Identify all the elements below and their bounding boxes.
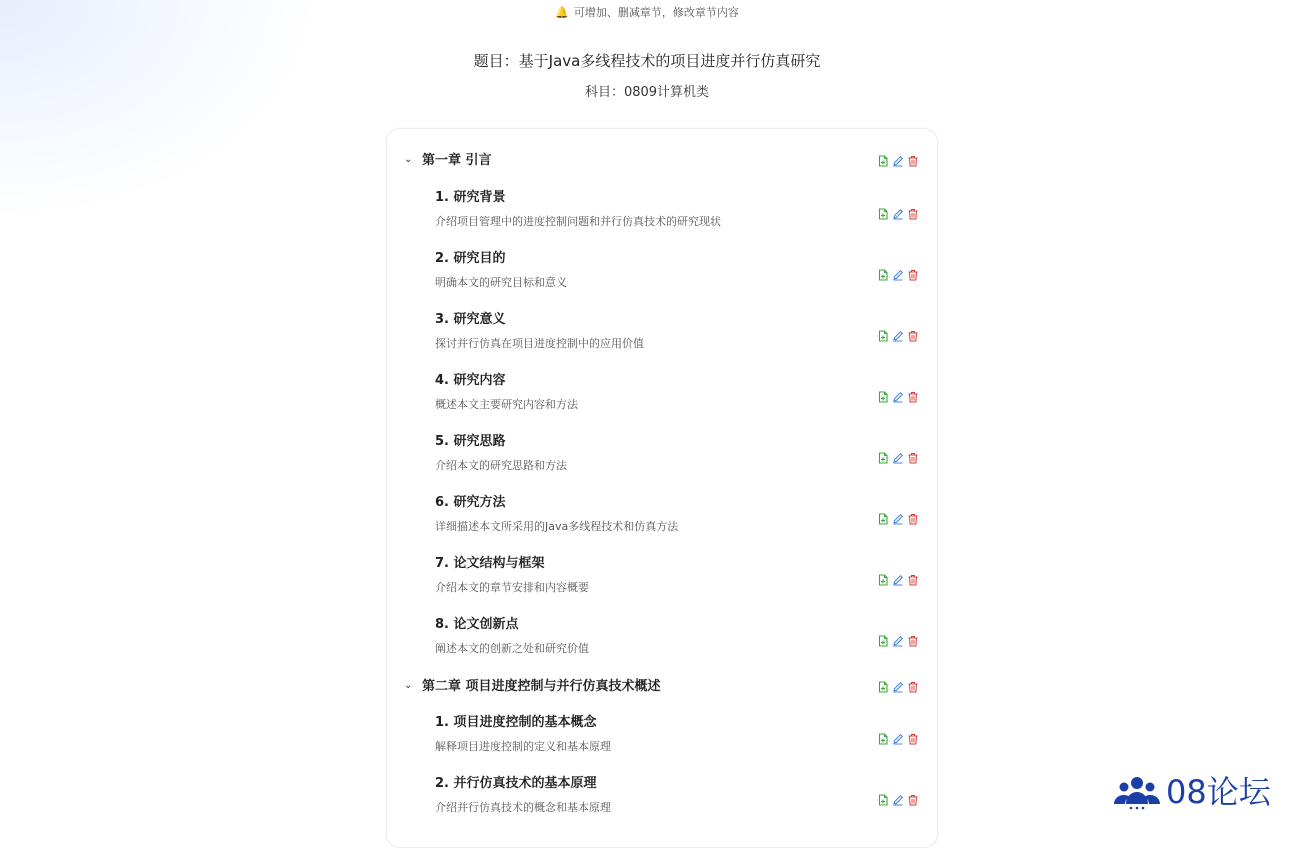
edit-pencil-icon[interactable]	[892, 794, 904, 806]
people-group-icon	[1112, 772, 1162, 812]
edit-pencil-icon[interactable]	[892, 574, 904, 586]
chapter-row	[387, 150, 937, 172]
section-title[interactable]: 3. 研究意义	[435, 312, 506, 327]
add-document-icon[interactable]	[877, 733, 889, 745]
add-document-icon[interactable]	[877, 681, 889, 693]
section-item	[387, 189, 937, 241]
chapter-title[interactable]: 第二章 项目进度控制与并行仿真技术概述	[422, 679, 661, 694]
trash-icon[interactable]	[907, 452, 919, 464]
trash-icon[interactable]	[907, 635, 919, 647]
chevron-down-icon[interactable]: ⌄	[404, 680, 413, 691]
section-actions	[877, 329, 919, 343]
section-item	[387, 494, 937, 546]
section-title[interactable]: 2. 并行仿真技术的基本原理	[435, 776, 597, 791]
trash-icon[interactable]	[907, 681, 919, 693]
section-actions	[877, 268, 919, 282]
site-logo[interactable]	[1112, 770, 1282, 814]
chapter-title[interactable]: 第一章 引言	[422, 153, 492, 168]
background-glow	[0, 0, 320, 220]
section-title[interactable]: 4. 研究内容	[435, 373, 506, 388]
edit-pencil-icon[interactable]	[892, 269, 904, 281]
edit-pencil-icon[interactable]	[892, 208, 904, 220]
section-item	[387, 616, 937, 668]
outline-card	[386, 128, 938, 848]
section-title[interactable]: 5. 研究思路	[435, 434, 506, 449]
edit-pencil-icon[interactable]	[892, 155, 904, 167]
section-actions	[877, 732, 919, 746]
edit-pencil-icon[interactable]	[892, 391, 904, 403]
trash-icon[interactable]	[907, 208, 919, 220]
section-desc: 详细描述本文所采用的Java多线程技术和仿真方法	[435, 520, 679, 533]
add-document-icon[interactable]	[877, 635, 889, 647]
trash-icon[interactable]	[907, 269, 919, 281]
edit-pencil-icon[interactable]	[892, 330, 904, 342]
trash-icon[interactable]	[907, 733, 919, 745]
chapter-row	[387, 676, 937, 698]
section-desc: 明确本文的研究目标和意义	[435, 276, 567, 289]
section-item	[387, 250, 937, 302]
section-title[interactable]: 1. 项目进度控制的基本概念	[435, 715, 597, 730]
subject-label: 科目：0809计算机类	[584, 85, 710, 100]
edit-pencil-icon[interactable]	[892, 681, 904, 693]
section-actions	[877, 634, 919, 648]
trash-icon[interactable]	[907, 574, 919, 586]
section-desc: 探讨并行仿真在项目进度控制中的应用价值	[435, 337, 644, 350]
edit-pencil-icon[interactable]	[892, 733, 904, 745]
trash-icon[interactable]	[907, 794, 919, 806]
section-actions	[877, 512, 919, 526]
add-document-icon[interactable]	[877, 452, 889, 464]
section-item	[387, 714, 937, 766]
add-document-icon[interactable]	[877, 391, 889, 403]
section-title[interactable]: 1. 研究背景	[435, 190, 506, 205]
add-document-icon[interactable]	[877, 269, 889, 281]
page-title: 题目：基于Java多线程技术的项目进度并行仿真研究	[473, 52, 821, 70]
add-document-icon[interactable]	[877, 155, 889, 167]
section-item	[387, 775, 937, 827]
add-document-icon[interactable]	[877, 513, 889, 525]
edit-pencil-icon[interactable]	[892, 513, 904, 525]
section-desc: 介绍本文的研究思路和方法	[435, 459, 567, 472]
logo-text: 08论坛	[1166, 773, 1271, 811]
chapter-actions	[877, 154, 919, 168]
add-document-icon[interactable]	[877, 208, 889, 220]
chevron-down-icon[interactable]: ⌄	[404, 154, 413, 165]
section-desc: 介绍本文的章节安排和内容概要	[435, 581, 589, 594]
section-desc: 阐述本文的创新之处和研究价值	[435, 642, 589, 655]
section-actions	[877, 451, 919, 465]
section-item	[387, 311, 937, 363]
notice-text: 可增加、删减章节，修改章节内容	[573, 6, 739, 19]
chapter-actions	[877, 680, 919, 694]
section-item	[387, 372, 937, 424]
section-actions	[877, 793, 919, 807]
trash-icon[interactable]	[907, 155, 919, 167]
add-document-icon[interactable]	[877, 574, 889, 586]
notice-bar	[0, 6, 1294, 20]
add-document-icon[interactable]	[877, 794, 889, 806]
section-desc: 介绍项目管理中的进度控制问题和并行仿真技术的研究现状	[435, 215, 721, 228]
section-actions	[877, 390, 919, 404]
trash-icon[interactable]	[907, 391, 919, 403]
section-item	[387, 555, 937, 607]
section-actions	[877, 573, 919, 587]
section-actions	[877, 207, 919, 221]
trash-icon[interactable]	[907, 330, 919, 342]
section-desc: 介绍并行仿真技术的概念和基本原理	[435, 801, 611, 814]
add-document-icon[interactable]	[877, 330, 889, 342]
section-title[interactable]: 8. 论文创新点	[435, 617, 519, 632]
bell-icon: 🔔	[555, 6, 569, 19]
section-desc: 概述本文主要研究内容和方法	[435, 398, 578, 411]
section-desc: 解释项目进度控制的定义和基本原理	[435, 740, 611, 753]
section-title[interactable]: 7. 论文结构与框架	[435, 556, 545, 571]
edit-pencil-icon[interactable]	[892, 452, 904, 464]
trash-icon[interactable]	[907, 513, 919, 525]
section-title[interactable]: 6. 研究方法	[435, 495, 506, 510]
section-item	[387, 433, 937, 485]
edit-pencil-icon[interactable]	[892, 635, 904, 647]
section-title[interactable]: 2. 研究目的	[435, 251, 506, 266]
